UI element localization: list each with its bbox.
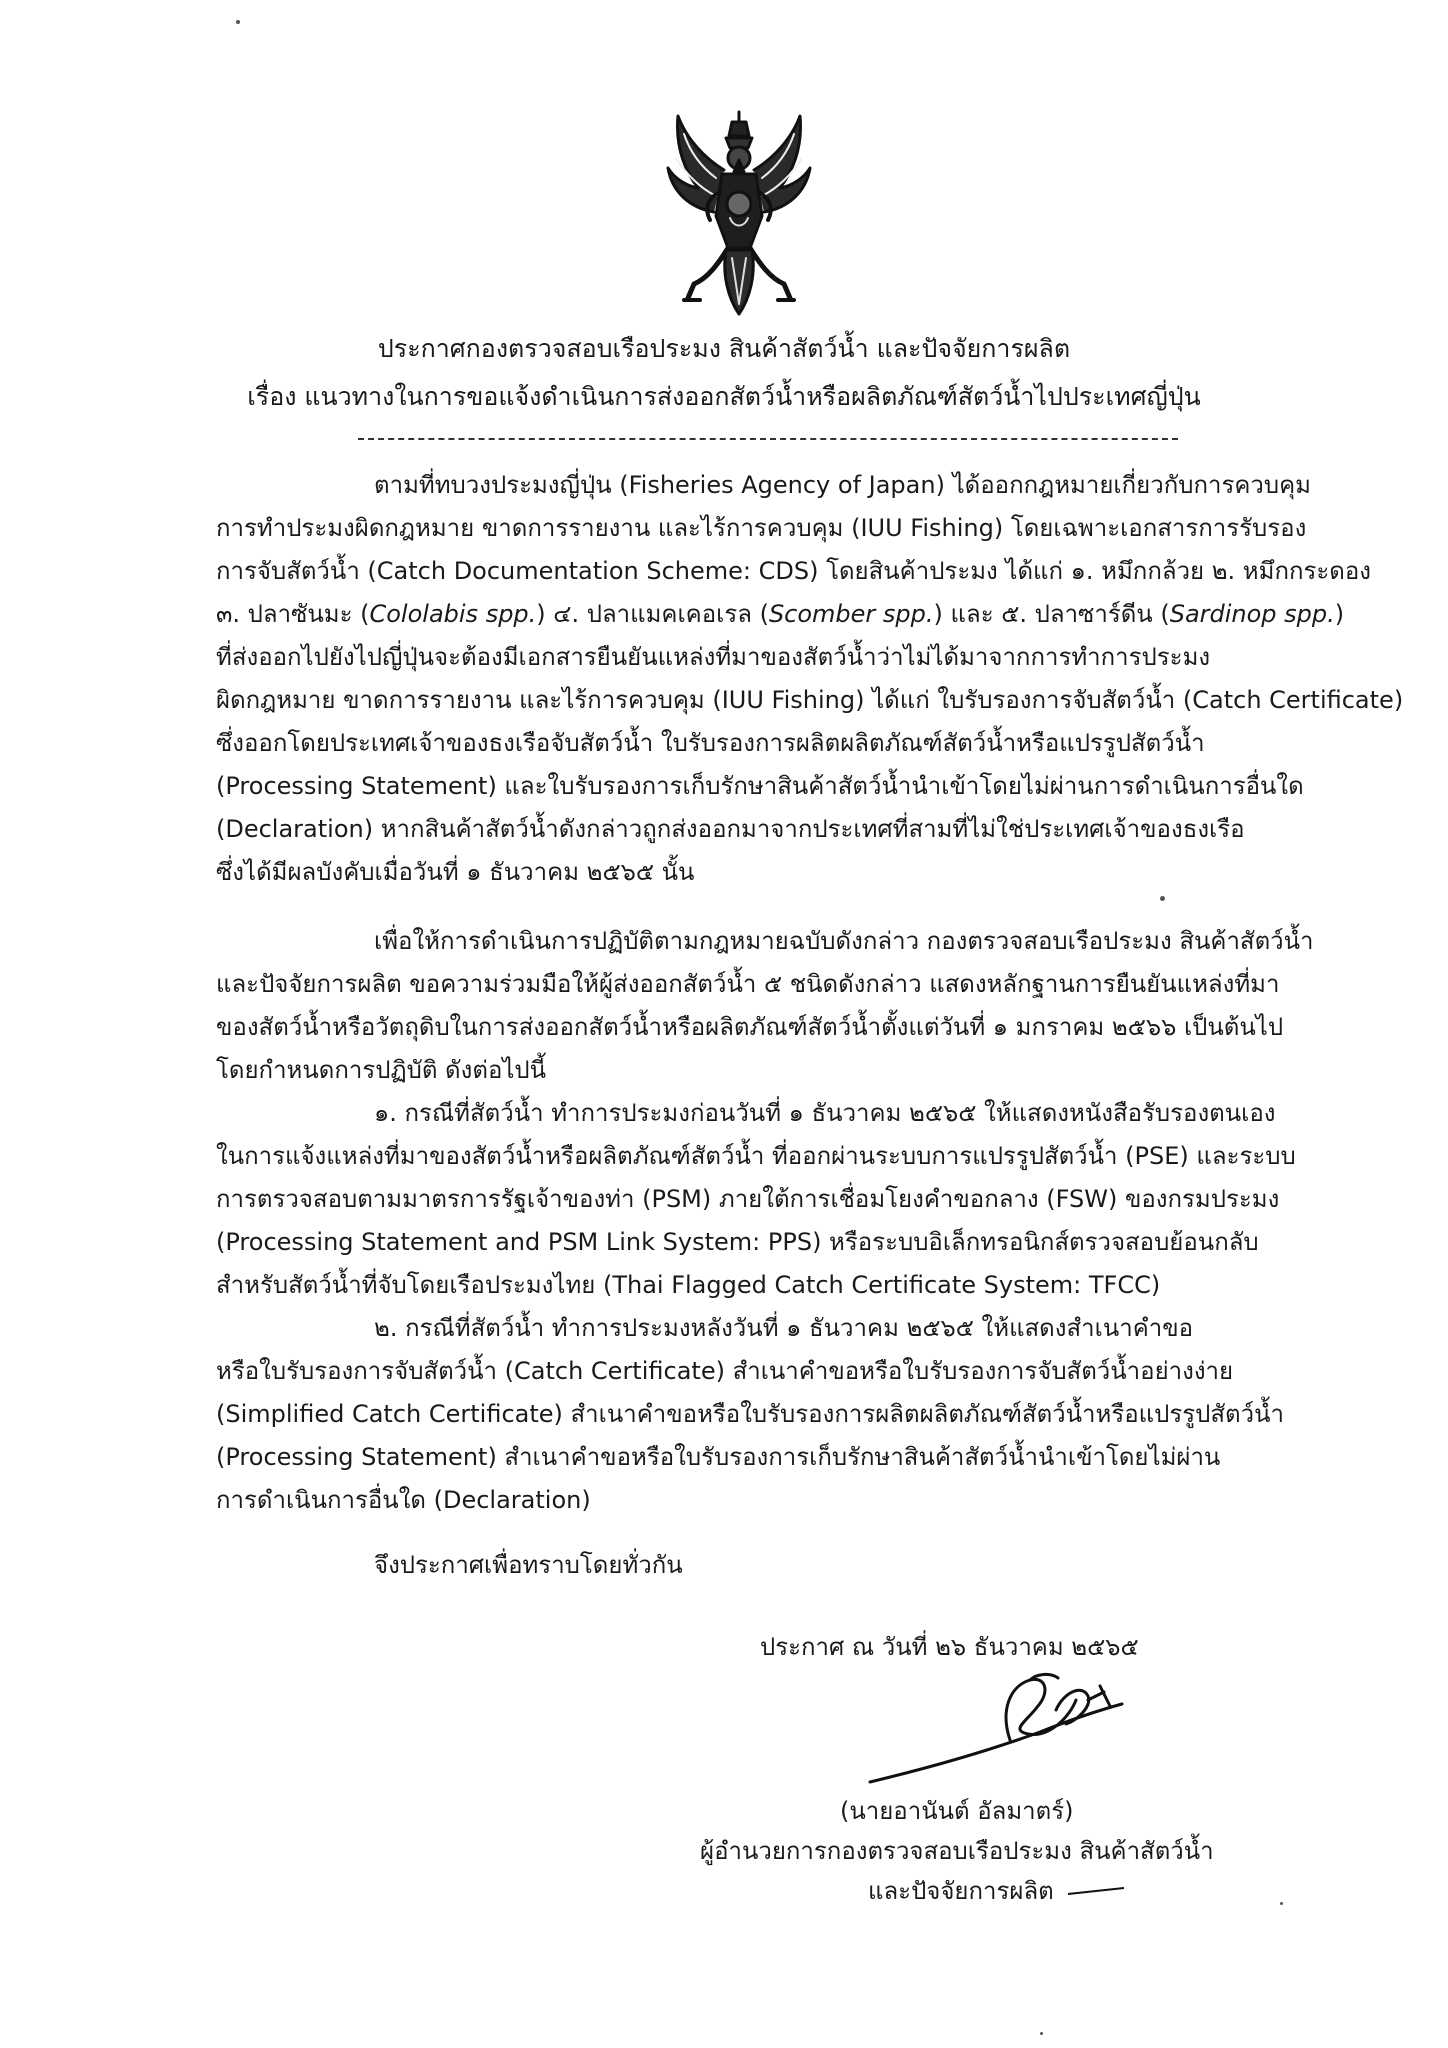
item-2 xyxy=(216,1307,1284,1522)
paragraph-1-line: การทำประมงผิดกฎหมาย ขาดการรายงาน และไร้การควบคุม (IUU Fishing) โดยเฉพาะเอกสารการรับรอง xyxy=(216,514,1307,542)
scan-speck xyxy=(1160,896,1165,901)
scan-speck xyxy=(1280,1902,1283,1905)
item-1-line: การตรวจสอบตามมาตรการรัฐเจ้าของท่า (PSM) ภายใต้การเชื่อมโยงคำขอกลาง (FSW) ของกรมประมง xyxy=(216,1185,1280,1213)
title-separator xyxy=(358,438,1178,440)
signer-name: (นายอานันต์ อัลมาตร์) xyxy=(840,1797,1074,1825)
paragraph-1-line: ผิดกฎหมาย ขาดการรายงาน และไร้การควบคุม (IUU Fishing) ได้แก่ ใบรับรองการจับสัตว์น้ำ (Catch Certificate) xyxy=(216,686,1404,714)
paragraph-2-line: ของสัตว์น้ำหรือวัตถุดิบในการส่งออกสัตว์น้ำหรือผลิตภัณฑ์สัตว์น้ำตั้งแต่วันที่ ๑ มกราคม ๒๕๖๖ เป็นต้นไป xyxy=(216,1013,1284,1041)
scan-speck xyxy=(236,20,240,24)
species-name: Cololabis spp. xyxy=(369,600,537,628)
underline-stroke xyxy=(1064,1880,1134,1900)
paragraph-2-line: โดยกำหนดการปฏิบัติ ดังต่อไปนี้ xyxy=(216,1056,547,1084)
paragraph-1-line: ตามที่ทบวงประมงญี่ปุ่น (Fisheries Agency of Japan) ได้ออกกฎหมายเกี่ยวกับการควบคุม xyxy=(374,471,1311,499)
item-1-line: สำหรับสัตว์น้ำที่จับโดยเรือประมงไทย (Thai Flagged Catch Certificate System: TFCC) xyxy=(216,1271,1161,1299)
garuda-emblem xyxy=(664,108,814,320)
paragraph-1-line: การจับสัตว์น้ำ (Catch Documentation Scheme: CDS) โดยสินค้าประมง ได้แก่ ๑. หมึกกล้วย ๒. หมึกกระดอง xyxy=(216,557,1372,585)
announcement-date: ประกาศ ณ วันที่ ๒๖ ธันวาคม ๒๕๖๕ xyxy=(760,1633,1139,1661)
item-2-line: หรือใบรับรองการจับสัตว์น้ำ (Catch Certificate) สำเนาคำขอหรือใบรับรองการจับสัตว์น้ำอย่างง่าย xyxy=(216,1357,1234,1385)
item-2-line: การดำเนินการอื่นใด (Declaration) xyxy=(216,1486,591,1514)
signer-position: ผู้อำนวยการกองตรวจสอบเรือประมง สินค้าสัตว์น้ำ xyxy=(700,1837,1214,1865)
paragraph-1-line: ที่ส่งออกไปยังไปญี่ปุ่นจะต้องมีเอกสารยืนยันแหล่งที่มาของสัตว์น้ำว่าไม่ได้มาจากการทำการประมง xyxy=(216,643,1211,671)
item-2-line: (Simplified Catch Certificate) สำเนาคำขอหรือใบรับรองการผลิตผลิตภัณฑ์สัตว์น้ำหรือแปรรูปสัตว์น้ำ xyxy=(216,1400,1284,1428)
paragraph-2 xyxy=(216,920,1314,1092)
species-name: Sardinop spp. xyxy=(1169,600,1335,628)
item-2-line: ๒. กรณีที่สัตว์น้ำ ทำการประมงหลังวันที่ ๑ ธันวาคม ๒๕๖๕ ให้แสดงสำเนาคำขอ xyxy=(374,1314,1194,1342)
paragraph-1-line: (Declaration) หากสินค้าสัตว์น้ำดังกล่าวถูกส่งออกมาจากประเทศที่สามที่ไม่ใช่ประเทศเจ้าของธงเรือ xyxy=(216,815,1245,843)
scan-speck xyxy=(1040,2032,1043,2035)
item-2-line: (Processing Statement) สำเนาคำขอหรือใบรับรองการเก็บรักษาสินค้าสัตว์น้ำนำเข้าโดยไม่ผ่าน xyxy=(216,1443,1221,1471)
paragraph-1-line: (Processing Statement) และใบรับรองการเก็บรักษาสินค้าสัตว์น้ำนำเข้าโดยไม่ผ่านการดำเนินการอื่นใด xyxy=(216,772,1304,800)
item-1-line: ๑. กรณีที่สัตว์น้ำ ทำการประมงก่อนวันที่ ๑ ธันวาคม ๒๕๖๕ ให้แสดงหนังสือรับรองตนเอง xyxy=(374,1099,1276,1127)
species-name: Scomber spp. xyxy=(768,600,934,628)
handwritten-signature xyxy=(860,1670,1150,1790)
closing-statement: จึงประกาศเพื่อทราบโดยทั่วกัน xyxy=(374,1551,683,1579)
paragraph-1-line: ซึ่งได้มีผลบังคับเมื่อวันที่ ๑ ธันวาคม ๒๕๖๕ นั้น xyxy=(216,858,695,886)
paragraph-1 xyxy=(216,464,1403,894)
paragraph-2-line: และปัจจัยการผลิต ขอความร่วมมือให้ผู้ส่งออกสัตว์น้ำ ๕ ชนิดดังกล่าว แสดงหลักฐานการยืนยันแหล่งที่มา xyxy=(216,970,1280,998)
announcement-subject: เรื่อง แนวทางในการขอแจ้งดำเนินการส่งออกสัตว์น้ำหรือผลิตภัณฑ์สัตว์น้ำไปประเทศญี่ปุ่น xyxy=(247,382,1201,411)
paragraph-1-line: ซึ่งออกโดยประเทศเจ้าของธงเรือจับสัตว์น้ำ ใบรับรองการผลิตผลิตภัณฑ์สัตว์น้ำหรือแปรรูปสัตว์น้ำ xyxy=(216,729,1205,757)
item-1-line: (Processing Statement and PSM Link System: PPS) หรือระบบอิเล็กทรอนิกส์ตรวจสอบย้อนกลับ xyxy=(216,1228,1259,1256)
announcement-title: ประกาศกองตรวจสอบเรือประมง สินค้าสัตว์น้ำ และปัจจัยการผลิต xyxy=(377,334,1071,363)
item-1 xyxy=(216,1092,1296,1307)
signer-position-line-2: และปัจจัยการผลิต xyxy=(868,1877,1054,1905)
paragraph-1-line: ๓. ปลาซันมะ (Cololabis spp.) ๔. ปลาแมคเคอเรล (Scomber spp.) และ ๕. ปลาซาร์ดีน (Sardinop spp.) xyxy=(216,600,1345,628)
paragraph-2-line: เพื่อให้การดำเนินการปฏิบัติตามกฎหมายฉบับดังกล่าว กองตรวจสอบเรือประมง สินค้าสัตว์น้ำ xyxy=(374,927,1314,955)
item-1-line: ในการแจ้งแหล่งที่มาของสัตว์น้ำหรือผลิตภัณฑ์สัตว์น้ำ ที่ออกผ่านระบบการแปรรูปสัตว์น้ำ (PSE) และระบบ xyxy=(216,1142,1296,1170)
